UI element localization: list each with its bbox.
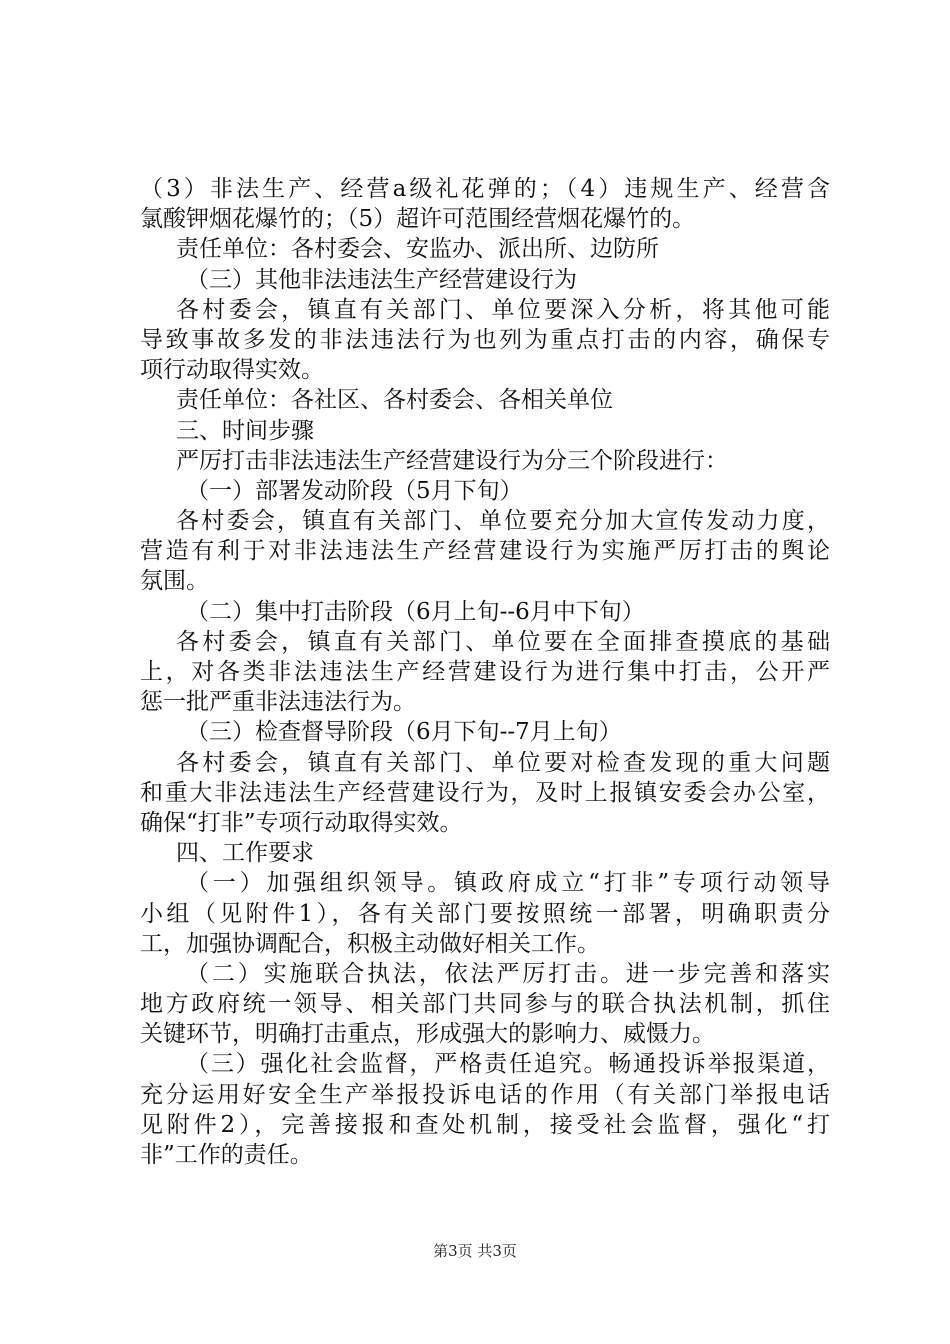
text-line: 氛围。 — [140, 568, 209, 595]
text-line: 项行动取得实效。 — [140, 357, 324, 384]
text-line: 各村委会，镇直有关部门、单位要充分加大宣传发动力度， — [176, 508, 830, 535]
text-line: 惩一批严重非法违法行为。 — [140, 689, 416, 716]
text-line: 充分运用好安全生产举报投诉电话的作用（有关部门举报电话 — [140, 1081, 830, 1108]
text-line: 责任单位：各村委会、安监办、派出所、边防所 — [176, 236, 659, 263]
text-line: 严厉打击非法违法生产经营建设行为分三个阶段进行： — [176, 447, 728, 474]
text-line: 各村委会，镇直有关部门、单位要对检查发现的重大问题 — [176, 749, 830, 776]
text-line: 地方政府统一领导、相关部门共同参与的联合执法机制，抓住 — [140, 991, 830, 1018]
text-line: 见附件2），完善接报和查处机制，接受社会监督，强化“打 — [140, 1111, 830, 1138]
text-line: 小组（见附件1），各有关部门要按照统一部署，明确职责分 — [140, 900, 830, 927]
text-line: 确保“打非”专项行动取得实效。 — [140, 809, 463, 836]
text-line: 责任单位：各社区、各村委会、各相关单位 — [176, 387, 613, 414]
text-line: 各村委会，镇直有关部门、单位要深入分析，将其他可能 — [176, 296, 830, 323]
text-line: （一）加强组织领导。镇政府成立“打非”专项行动领导 — [186, 870, 830, 897]
text-line: 氯酸钾烟花爆竹的；（5）超许可范围经营烟花爆竹的。 — [140, 206, 696, 233]
text-line: （三）强化社会监督，严格责任追究。畅通投诉举报渠道， — [186, 1051, 830, 1078]
page-number-footer: 第3页 共3页 — [433, 1242, 517, 1260]
text-line: 各村委会，镇直有关部门、单位要在全面排查摸底的基础 — [176, 628, 830, 655]
text-line: （3）非法生产、经营a级礼花弹的；（4）违规生产、经营含 — [140, 176, 830, 202]
section-heading: 三、时间步骤 — [176, 417, 314, 444]
section-heading: （三）检查督导阶段（6月下旬--7月上旬） — [186, 719, 622, 746]
text-line: 非”工作的责任。 — [140, 1142, 313, 1168]
text-line: 营造有利于对非法违法生产经营建设行为实施严厉打击的舆论 — [140, 538, 830, 565]
section-heading: （三）其他非法违法生产经营建设行为 — [186, 266, 577, 293]
text-line: 导致事故多发的非法违法行为也列为重点打击的内容，确保专 — [140, 326, 830, 353]
text-line: 关键环节，明确打击重点，形成强大的影响力、威慑力。 — [140, 1021, 715, 1048]
text-line: 工，加强协调配合，积极主动做好相关工作。 — [140, 930, 600, 957]
text-line: 和重大非法违法生产经营建设行为，及时上报镇安委会办公室， — [140, 779, 830, 806]
document-body — [140, 174, 830, 1170]
section-heading: （二）集中打击阶段（6月上旬--6月中下旬） — [186, 598, 645, 625]
section-heading: 四、工作要求 — [176, 840, 314, 867]
section-heading: （一）部署发动阶段（5月下旬） — [186, 477, 523, 504]
text-line: （二）实施联合执法，依法严厉打击。进一步完善和落实 — [186, 960, 830, 987]
text-line: 上，对各类非法违法生产经营建设行为进行集中打击，公开严 — [140, 659, 830, 685]
